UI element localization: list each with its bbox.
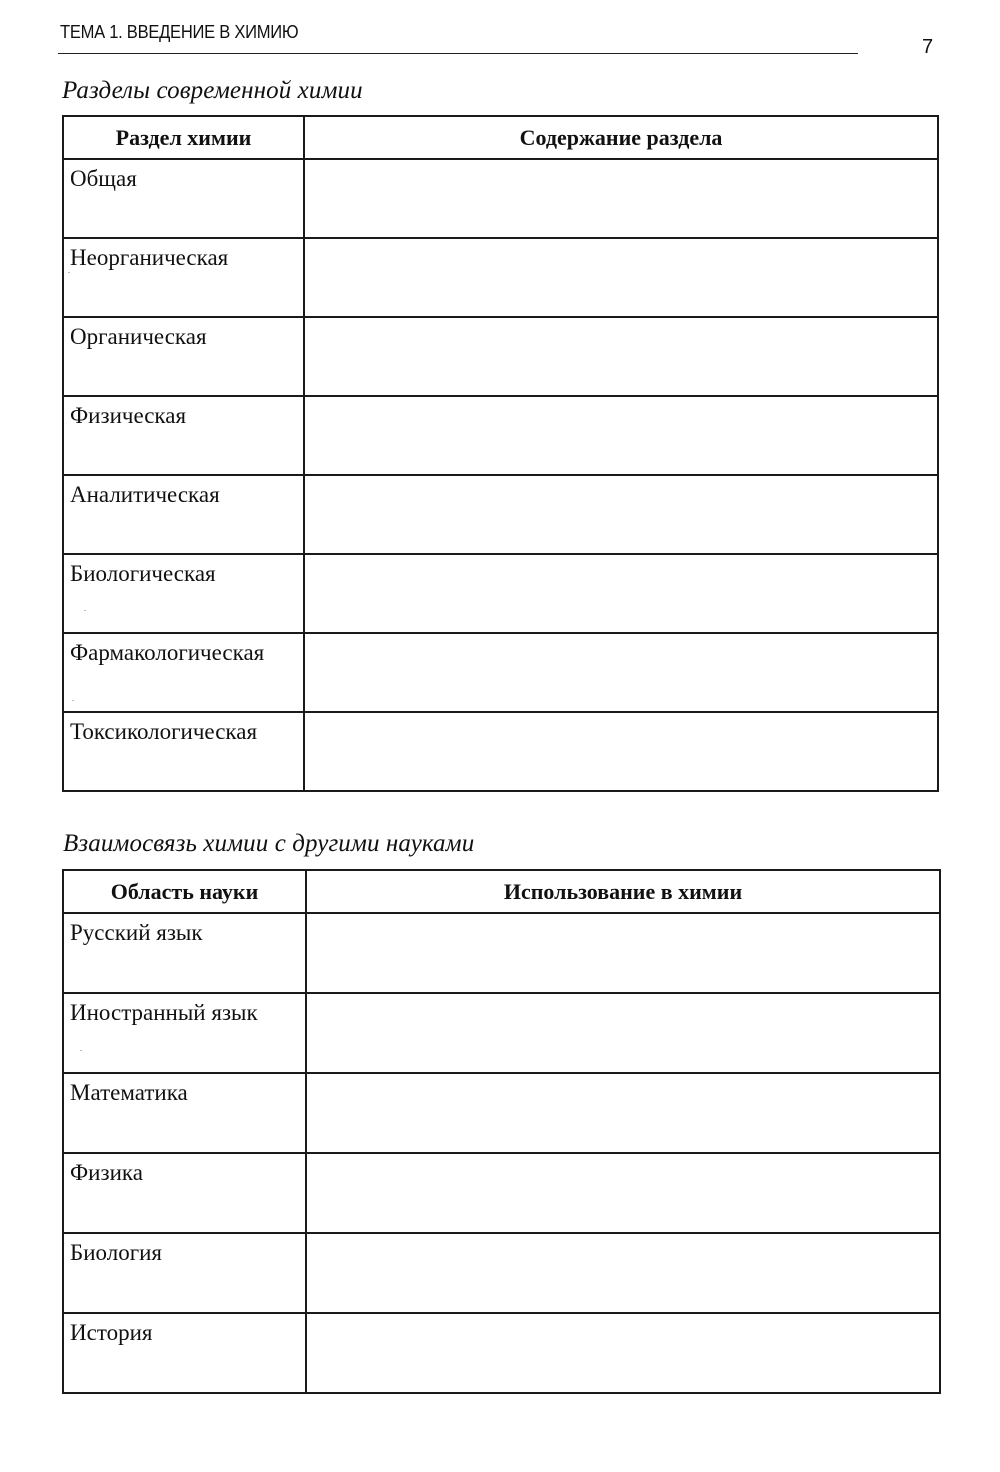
running-header: ТЕМА 1. ВВЕДЕНИЕ В ХИМИЮ (60, 22, 299, 42)
table-row (63, 1313, 940, 1393)
scan-speck (80, 1050, 82, 1051)
answer-cell[interactable] (304, 238, 938, 317)
chemistry-branches-table (62, 115, 939, 792)
answer-cell[interactable] (304, 554, 938, 633)
scan-speck (68, 272, 70, 273)
table-row (63, 913, 940, 993)
section-title-interconnection: Взаимосвязь химии с другими науками (63, 830, 475, 857)
table-header-row (63, 116, 938, 159)
header-rule (58, 53, 858, 54)
scan-speck (72, 700, 74, 701)
answer-cell[interactable] (304, 712, 938, 791)
table-row (63, 633, 938, 712)
table-row (63, 712, 938, 791)
row-label: Физика (63, 1153, 306, 1233)
answer-cell[interactable] (304, 633, 938, 712)
section-title-branches: Разделы современной химии (62, 77, 363, 104)
row-label: Биологическая (63, 554, 304, 633)
science-interconnection-table (62, 869, 941, 1394)
row-label: Математика (63, 1073, 306, 1153)
table-row (63, 475, 938, 554)
table-row (63, 317, 938, 396)
table-row (63, 993, 940, 1073)
table-row (63, 238, 938, 317)
answer-cell[interactable] (306, 1233, 940, 1313)
answer-cell[interactable] (306, 1073, 940, 1153)
table-row (63, 1073, 940, 1153)
row-label: Физическая (63, 396, 304, 475)
table-row (63, 1233, 940, 1313)
row-label: Русский язык (63, 913, 306, 993)
answer-cell[interactable] (306, 993, 940, 1073)
column-header-content: Содержание раздела (304, 116, 938, 159)
row-label: Неорганическая (63, 238, 304, 317)
answer-cell[interactable] (306, 913, 940, 993)
row-label: Иностранный язык (63, 993, 306, 1073)
column-header-field: Область науки (63, 870, 306, 913)
table-row (63, 554, 938, 633)
page-number: 7 (922, 36, 934, 58)
answer-cell[interactable] (304, 396, 938, 475)
row-label: Органическая (63, 317, 304, 396)
row-label: История (63, 1313, 306, 1393)
table-row (63, 396, 938, 475)
column-header-usage: Использование в химии (306, 870, 940, 913)
answer-cell[interactable] (304, 159, 938, 238)
answer-cell[interactable] (304, 317, 938, 396)
table-row (63, 159, 938, 238)
table-header-row (63, 870, 940, 913)
row-label: Фармакологическая (63, 633, 304, 712)
row-label: Токсикологическая (63, 712, 304, 791)
column-header-branch: Раздел химии (63, 116, 304, 159)
answer-cell[interactable] (304, 475, 938, 554)
scan-speck (84, 610, 86, 611)
row-label: Общая (63, 159, 304, 238)
answer-cell[interactable] (306, 1153, 940, 1233)
row-label: Биология (63, 1233, 306, 1313)
row-label: Аналитическая (63, 475, 304, 554)
answer-cell[interactable] (306, 1313, 940, 1393)
table-row (63, 1153, 940, 1233)
